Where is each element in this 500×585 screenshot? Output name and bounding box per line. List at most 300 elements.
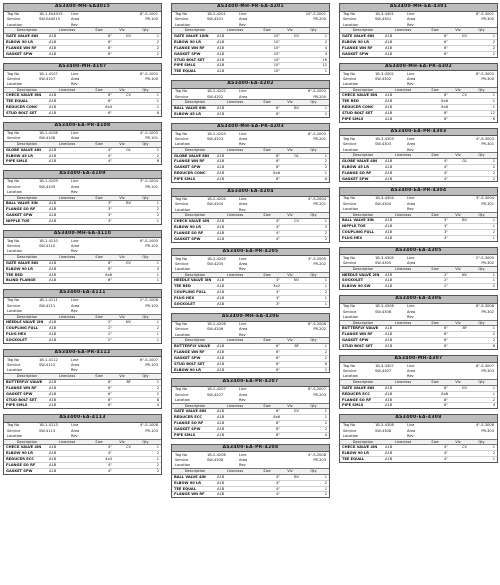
info-value: SW-4205: [207, 261, 224, 266]
column-header: Size: [263, 338, 271, 343]
info-value: PR-201: [313, 202, 326, 207]
info-value: SW-4301: [375, 17, 392, 22]
table-cell: [449, 177, 467, 182]
table-cell: [281, 231, 299, 236]
info-label: Location: [7, 82, 23, 87]
column-header: Description: [184, 28, 206, 33]
card-info-row: [172, 332, 329, 337]
info-value: [375, 207, 405, 211]
card-title: AS3400-EA-4306: [340, 296, 497, 304]
table-cell: [113, 403, 131, 408]
table-cell: 1: [156, 337, 159, 342]
spec-card: [339, 247, 498, 290]
card-info-row: [4, 363, 161, 368]
table-cell: 8": [276, 427, 280, 432]
card-info-row: [172, 327, 329, 332]
table-cell: GASKET SPW: [6, 51, 33, 56]
card-info-row: [172, 452, 329, 457]
info-value: [375, 148, 405, 152]
info-label: Rev: [407, 82, 414, 87]
table-cell: 2: [492, 176, 495, 181]
card-info-row: [172, 458, 329, 463]
table-cell: PIPE SMLS: [174, 432, 196, 437]
card-title: AS3400-EA-PR-4205: [172, 249, 329, 257]
table-cell: [281, 492, 299, 497]
column-header: Qty: [142, 314, 149, 319]
info-value: [298, 398, 326, 402]
card-info-row: [4, 82, 161, 87]
column-header: Lineclass: [394, 320, 412, 325]
table-cell: STUD BOLT SET: [6, 397, 37, 402]
table-cell: FLANGE SO RF: [6, 462, 36, 467]
table-cell: 2: [492, 397, 495, 402]
card-title: AS3400-EA-4204: [172, 189, 329, 197]
card-info-row: [4, 357, 161, 362]
table-cell: [281, 368, 299, 373]
spec-card: [3, 3, 162, 58]
card-info-row: [172, 12, 329, 17]
table-cell: 4: [324, 51, 327, 56]
table-cell: 2: [324, 159, 327, 164]
table-cell: A1B: [385, 337, 393, 342]
info-value: PR-100: [145, 76, 158, 81]
table-cell: [449, 392, 467, 397]
table-cell: 2": [444, 278, 448, 283]
card-info-row: [4, 76, 161, 81]
info-label: Service: [7, 303, 21, 308]
info-label: Area: [71, 303, 80, 308]
info-label: Area: [239, 392, 248, 397]
info-label: Line: [239, 131, 247, 136]
table-cell: CV: [126, 445, 131, 450]
card-title: AS3400-EA-PR-4303: [340, 129, 497, 137]
table-cell: 4": [276, 480, 280, 485]
info-label: Line: [71, 12, 79, 16]
column-header: Qty: [478, 320, 485, 325]
info-label: Line: [71, 71, 79, 76]
card-info-row: [340, 304, 497, 309]
table-cell: [449, 284, 467, 289]
table-cell: 2: [324, 427, 327, 432]
info-value: SW-4305: [375, 261, 392, 266]
table-cell: A1B: [385, 326, 393, 331]
card-info-row: [340, 12, 497, 17]
card-title: AS3400-EA-PR-4208: [172, 445, 329, 453]
table-cell: A1B: [217, 218, 225, 223]
table-cell: 2: [156, 207, 159, 212]
card-info-row: [340, 428, 497, 433]
spec-card: [3, 170, 162, 225]
table-cell: BF: [294, 343, 299, 348]
table-cell: BUTTERFLY VALVE: [6, 379, 43, 384]
column-header: Vlv: [287, 469, 293, 474]
table-cell: 8": [276, 409, 280, 414]
table-cell: A1B: [385, 391, 393, 396]
table-cell: 6": [444, 51, 448, 56]
table-cell: A1B: [385, 445, 393, 450]
table-cell: 1: [324, 218, 327, 223]
table-cell: 4": [276, 230, 280, 235]
table-cell: 8x6: [105, 272, 112, 277]
info-value: 2"-S-1006: [140, 298, 158, 303]
info-label: Line: [239, 197, 247, 202]
info-label: Service: [343, 369, 357, 374]
column-header: Vlv: [455, 87, 461, 92]
info-value: 6"-S-2002: [308, 89, 326, 94]
table-cell: REDUCER ECC: [342, 391, 370, 396]
info-label: Tag No: [175, 89, 188, 94]
info-value: [130, 249, 158, 253]
table-cell: BUTTERFLY VALVE: [342, 326, 379, 331]
table-cell: [113, 469, 131, 474]
table-cell: 6": [108, 379, 112, 384]
table-cell: 2: [324, 165, 327, 170]
card-info-row: [4, 17, 161, 22]
info-value: 3"-S-2005: [308, 256, 326, 261]
table-cell: [113, 46, 131, 51]
table-cell: 2: [492, 164, 495, 169]
table-cell: 2: [324, 290, 327, 295]
table-cell: [449, 230, 467, 235]
table-cell: A1B: [49, 260, 57, 265]
table-cell: 12: [490, 111, 495, 116]
table-cell: [113, 213, 131, 218]
info-value: [466, 315, 494, 319]
info-value: 4"-S-3008: [476, 423, 494, 428]
table-cell: [113, 99, 131, 104]
table-cell: FLANGE WN RF: [342, 45, 373, 50]
spec-card: [3, 63, 162, 118]
column-header: Size: [95, 374, 103, 379]
column-header: Description: [16, 142, 38, 147]
info-label: Tag No: [343, 71, 356, 76]
table-cell: [449, 165, 467, 170]
card-info-row: [172, 387, 329, 392]
table-cell: 4": [108, 445, 112, 450]
table-cell: 6": [276, 343, 280, 348]
table-cell: 1: [492, 457, 495, 462]
table-cell: 8": [108, 39, 112, 44]
column-header: Vlv: [287, 100, 293, 105]
table-cell: [281, 350, 299, 355]
table-cell: [113, 326, 131, 331]
column-header: Description: [16, 87, 38, 92]
card-title: AS3400-MH-EA-4301: [340, 4, 497, 12]
column-header: Qty: [310, 213, 317, 218]
table-cell: 3": [444, 218, 448, 223]
table-cell: 3: [156, 266, 159, 271]
table-cell: 8x6: [441, 391, 448, 396]
info-value: [39, 23, 69, 27]
table-cell: A1B: [385, 385, 393, 390]
column-right: [339, 3, 498, 468]
card-title: AS3400-MH-EA-PR-4302: [340, 64, 497, 72]
table-cell: GATE VALVE 6IN: [342, 33, 375, 38]
spec-card: [339, 355, 498, 410]
table-cell: GATE VALVE 8IN: [6, 33, 39, 38]
card-info-row: [4, 131, 161, 136]
column-header: Lineclass: [394, 267, 412, 272]
column-header: Qty: [478, 87, 485, 92]
table-cell: FLANGE WN RF: [174, 45, 205, 50]
column-header: Description: [184, 403, 206, 408]
info-label: Service: [343, 309, 357, 314]
column-header: Qty: [142, 374, 149, 379]
table-cell: A1B: [217, 165, 225, 170]
table-cell: 1: [156, 278, 159, 283]
table-cell: A1B: [385, 99, 393, 104]
table-cell: 2: [324, 367, 327, 372]
info-value: 8"-S-2007: [308, 387, 326, 392]
table-cell: NV: [293, 278, 299, 283]
info-label: Tag No: [343, 363, 356, 368]
info-value: SW-4302: [375, 76, 392, 81]
table-cell: 2": [444, 272, 448, 277]
table-cell: 4: [324, 45, 327, 50]
table-row: [340, 236, 497, 241]
column-header: Vlv: [455, 153, 461, 158]
info-value: 4"-S-3003: [476, 136, 494, 141]
table-cell: A1B: [217, 171, 225, 176]
info-label: Line: [71, 238, 79, 243]
table-cell: ELBOW 90 SW: [342, 284, 371, 289]
table-cell: TEE EQUAL: [174, 486, 197, 491]
column-header: Description: [184, 213, 206, 218]
info-label: Service: [175, 458, 189, 463]
info-value: [375, 434, 405, 438]
table-cell: 2: [324, 39, 327, 44]
table-cell: 2": [444, 284, 448, 289]
table-cell: A1B: [49, 397, 57, 402]
column-header: Qty: [142, 255, 149, 260]
info-label: Line: [407, 363, 415, 368]
column-header: Vlv: [119, 314, 125, 319]
table-cell: 3": [108, 218, 112, 223]
table-cell: 6": [276, 105, 280, 110]
table-cell: 6": [108, 93, 112, 98]
table-cell: 1: [492, 236, 495, 241]
info-value: SW-4202: [207, 94, 224, 99]
table-cell: 8": [444, 397, 448, 402]
table-cell: [113, 52, 131, 57]
table-row: [4, 403, 161, 408]
info-label: Rev: [71, 189, 78, 194]
info-value: PR-101: [145, 136, 158, 141]
table-cell: 4": [108, 462, 112, 467]
info-value: PR-202: [313, 261, 326, 266]
table-cell: [449, 338, 467, 343]
table-cell: 2": [108, 337, 112, 342]
table-cell: A1B: [49, 445, 57, 450]
table-cell: FLANGE SO RF: [342, 397, 372, 402]
table-cell: 1: [156, 320, 159, 325]
table-cell: A1B: [385, 164, 393, 169]
info-value: 1B-3-4308: [375, 423, 394, 428]
table-cell: 4: [324, 432, 327, 437]
table-cell: [281, 433, 299, 438]
table-cell: A1B: [49, 147, 57, 152]
table-cell: A1B: [217, 492, 225, 497]
table-cell: 2": [108, 326, 112, 331]
table-cell: A1B: [49, 111, 57, 116]
column-header: Lineclass: [226, 469, 244, 474]
column-header: Lineclass: [58, 28, 76, 33]
info-value: PR-302: [481, 309, 494, 314]
table-cell: [281, 427, 299, 432]
info-value: 1B-3-4302: [375, 71, 394, 76]
info-value: PR-301: [481, 201, 494, 206]
table-cell: [281, 362, 299, 367]
table-cell: 6": [444, 45, 448, 50]
table-cell: 6": [276, 111, 280, 116]
table-cell: PIPE SMLS: [6, 403, 28, 408]
table-cell: 1: [324, 474, 327, 479]
table-cell: 2: [156, 391, 159, 396]
info-value: [466, 434, 494, 438]
info-value: PR-100: [145, 17, 158, 22]
info-value: [466, 82, 494, 86]
table-row: [172, 368, 329, 373]
info-value: PR-101: [145, 184, 158, 189]
table-row: [172, 69, 329, 74]
info-value: SW-4304: [375, 201, 392, 206]
table-cell: 1: [324, 153, 327, 158]
table-cell: 1: [492, 224, 495, 229]
table-cell: [449, 52, 467, 57]
table-cell: A1B: [49, 385, 57, 390]
spec-card: [339, 63, 498, 123]
info-label: Area: [239, 94, 248, 99]
table-cell: [113, 338, 131, 343]
table-cell: GLOBE VALVE 8IN: [174, 153, 210, 158]
info-value: [39, 368, 69, 372]
table-cell: BV: [126, 201, 131, 206]
table-cell: SOCKOLET: [6, 337, 28, 342]
table-cell: A1B: [217, 230, 225, 235]
table-cell: BALL VALVE 4IN: [174, 474, 206, 479]
table-cell: 1: [156, 147, 159, 152]
column-header: Vlv: [119, 87, 125, 92]
column-header: Vlv: [119, 439, 125, 444]
column-header: Description: [16, 439, 38, 444]
table-cell: A1B: [49, 468, 57, 473]
table-cell: A1B: [49, 99, 57, 104]
info-label: Tag No: [343, 423, 356, 428]
card-info-row: [340, 423, 497, 428]
info-value: [207, 398, 237, 402]
table-cell: 3": [444, 224, 448, 229]
table-cell: [281, 69, 299, 74]
column-header: Description: [16, 314, 38, 319]
card-info-row: [172, 261, 329, 266]
column-header: Lineclass: [58, 87, 76, 92]
table-cell: 6": [444, 337, 448, 342]
spec-card: [3, 230, 162, 285]
table-cell: 3: [324, 224, 327, 229]
table-cell: 1: [324, 69, 327, 74]
table-cell: 1: [156, 379, 159, 384]
spec-card: [3, 289, 162, 344]
table-cell: A1B: [385, 451, 393, 456]
table-cell: [113, 332, 131, 337]
table-cell: 4: [156, 403, 159, 408]
table-cell: 2: [492, 451, 495, 456]
card-info-row: [172, 267, 329, 272]
column-header: Qty: [310, 338, 317, 343]
table-cell: GASKET SPW: [342, 337, 369, 342]
card-info-row: [340, 374, 497, 379]
table-cell: [281, 284, 299, 289]
table-cell: A1B: [385, 397, 393, 402]
table-cell: 8": [444, 111, 448, 116]
column-header: Description: [16, 195, 38, 200]
table-cell: [281, 52, 299, 57]
column-header: Lineclass: [394, 380, 412, 385]
spec-card: [339, 414, 498, 463]
table-cell: 2: [492, 284, 495, 289]
table-cell: A1B: [217, 177, 225, 182]
card-title: AS3400-EA-PR-4112: [4, 350, 161, 358]
table-cell: STUD BOLT SET: [174, 361, 205, 366]
table-cell: 4": [444, 176, 448, 181]
table-cell: NIPPLE TOE: [342, 224, 366, 229]
info-value: PR-202: [313, 327, 326, 332]
table-cell: 3": [108, 213, 112, 218]
table-cell: 4": [276, 224, 280, 229]
table-cell: 1: [492, 93, 495, 98]
column-header: Description: [352, 380, 374, 385]
info-value: SW-4108: [39, 136, 56, 141]
table-cell: [281, 302, 299, 307]
table-cell: REDUCER ECC: [6, 457, 34, 462]
info-label: Area: [407, 17, 416, 22]
table-cell: 8: [156, 397, 159, 402]
info-value: [466, 374, 494, 378]
info-value: PR-302: [481, 261, 494, 266]
table-cell: [449, 46, 467, 51]
info-value: PR-300: [481, 17, 494, 22]
table-row: [4, 278, 161, 283]
info-value: SW-4204: [207, 202, 224, 207]
column-header: Qty: [478, 380, 485, 385]
column-header: Vlv: [119, 255, 125, 260]
table-row: [4, 159, 161, 164]
table-cell: 3": [276, 302, 280, 307]
info-label: Tag No: [175, 322, 188, 326]
column-header: Vlv: [455, 439, 461, 444]
table-cell: ELBOW 90 LR: [174, 367, 202, 372]
table-cell: GL: [462, 158, 467, 163]
card-info-row: [172, 398, 329, 403]
table-row: [4, 338, 161, 343]
table-cell: A1B: [385, 45, 393, 50]
card-title: AS3400-EA-4308: [340, 415, 497, 423]
column-header: Vlv: [455, 320, 461, 325]
table-cell: 1: [324, 284, 327, 289]
info-value: SW-4113: [39, 428, 56, 433]
card-info-row: [172, 256, 329, 261]
info-label: Location: [343, 82, 359, 87]
table-cell: TEE EQUAL: [174, 69, 197, 74]
table-cell: BLIND FLANGE: [6, 278, 36, 283]
table-cell: 3": [444, 236, 448, 241]
column-header: Size: [263, 213, 271, 218]
table-cell: A1B: [49, 266, 57, 271]
column-header: Size: [95, 195, 103, 200]
table-cell: 1: [156, 457, 159, 462]
info-value: 1B-1-4111: [39, 298, 58, 303]
table-cell: ELBOW 90 LR: [174, 224, 202, 229]
